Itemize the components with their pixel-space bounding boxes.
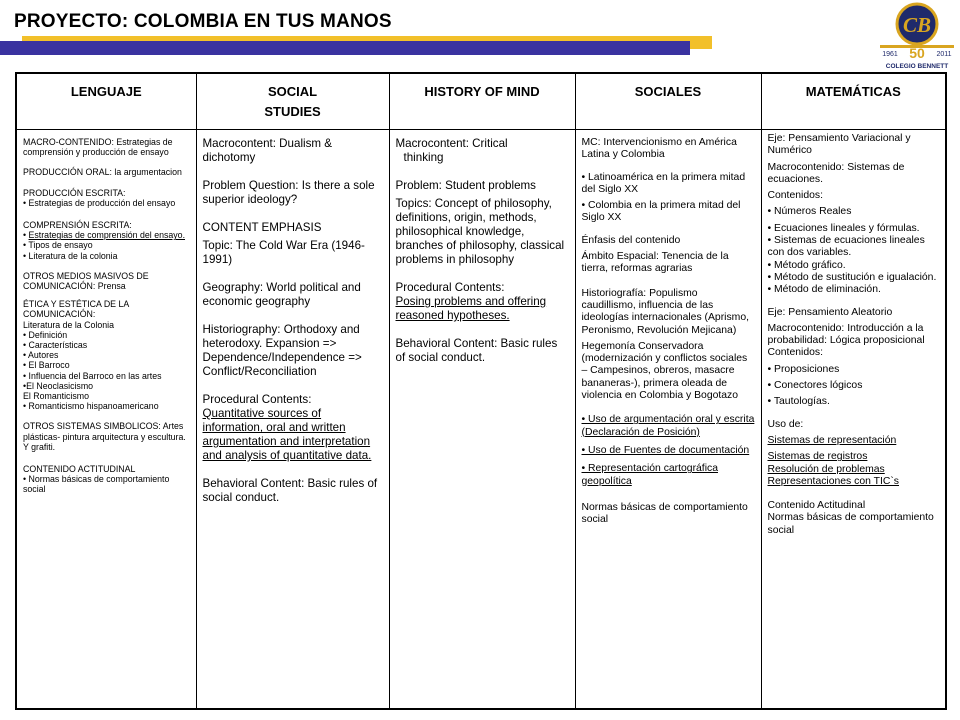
- list-item: Ámbito Espacial: Tenencia de la tierra, reformas agrarias: [581, 251, 729, 275]
- column-header-sociales: SOCIALES: [575, 73, 761, 130]
- list-item: Macrocontenido: Introducción a la probabilidad: Lógica proposicional Contenidos:: [767, 322, 925, 359]
- list-item: Problem: Student problems: [395, 179, 536, 192]
- list-item: Representaciones con TIC`s: [767, 475, 899, 487]
- list-item: Hegemonía Conservadora (modernización y conflictos sociales – Campesinos, obreros, masacre bananeras-), primera oleada de violencia en Colombia y Bogotazo: [581, 340, 748, 402]
- list-item: Problem Question: Is there a sole superior ideology?: [202, 179, 375, 206]
- list-item: El Romanticismo: [23, 391, 89, 402]
- list-item: ÉTICA Y ESTÉTICA DE LA COMUNICACIÓN:: [23, 299, 129, 320]
- list-item: • Definición: [23, 329, 68, 340]
- list-item: Behavioral Content: Basic rules of social conduct.: [202, 477, 378, 504]
- list-item: Behavioral Content: Basic rules of social conduct.: [395, 337, 558, 364]
- list-item: • Proposiciones: [767, 363, 840, 375]
- logo-initials: CB: [902, 13, 932, 37]
- list-item: • Estrategias de producción del ensayo: [23, 197, 176, 208]
- list-item: • Romanticismo hispanoamericano: [23, 401, 159, 412]
- curriculum-table: [15, 72, 947, 710]
- list-item: Contenido Actitudinal: [767, 500, 866, 512]
- column-header-lenguaje: LENGUAJE: [16, 73, 196, 130]
- column-header-social-studies: SOCIAL STUDIES: [196, 73, 389, 130]
- list-item: OTROS SISTEMAS SIMBOLICOS: Artes plásticas- pintura arquitectura y escultura. Y grafiti.: [23, 421, 186, 452]
- list-item: • Autores: [23, 350, 59, 361]
- column-header-matematicas: MATEMÁTICAS: [761, 73, 946, 130]
- list-item: • Estrategias de comprensión del ensayo.: [23, 230, 186, 241]
- list-item: Macrocontent: Dualism & dichotomy: [202, 137, 333, 164]
- list-item: • Conectores lógicos: [767, 380, 863, 392]
- list-item: Procedural Contents:: [202, 393, 312, 406]
- school-logo: [874, 2, 960, 72]
- list-item: Historiography: Orthodoxy and heterodoxy. Expansion => Dependence/Independence => Conflict/Reconciliation: [202, 323, 362, 378]
- list-item: Literatura de la Colonia: [23, 319, 114, 330]
- list-item: Quantitative sources of information, oral and written argumentation and interpretation and analysis of quantitative data.: [202, 407, 372, 462]
- list-item: Topic: The Cold War Era (1946-1991): [202, 239, 365, 266]
- list-item: • Características: [23, 340, 88, 351]
- logo-anniversary: 50: [909, 45, 925, 61]
- cell-sociales: [575, 130, 761, 710]
- list-item: Eje: Pensamiento Variacional y Numérico: [767, 133, 911, 157]
- list-item: Posing problems and offering reasoned hypotheses.: [395, 295, 547, 322]
- list-item: Eje: Pensamiento Aleatorio: [767, 306, 893, 318]
- list-item: • Tautologías.: [767, 396, 830, 408]
- list-item: Normas básicas de comportamiento social: [581, 501, 748, 526]
- column-header-history-of-mind: HISTORY OF MIND: [389, 73, 575, 130]
- list-item: Énfasis del contenido: [581, 234, 681, 246]
- table-header-row: [16, 73, 946, 130]
- table-row: [16, 130, 946, 710]
- list-item: Contenidos:: [767, 190, 823, 202]
- list-item: • El Barroco: [23, 360, 70, 371]
- list-item: • Latinoamérica en la primera mitad del Siglo XX: [581, 171, 746, 195]
- logo-year-right: 2011: [936, 51, 952, 58]
- logo-year-left: 1961: [882, 51, 898, 58]
- list-item: • Colombia en la primera mitad del Siglo XX: [581, 200, 741, 224]
- list-item: • Uso de argumentación oral y escrita (Declaración de Posición): [581, 414, 755, 438]
- list-item: OTROS MEDIOS MASIVOS DE COMUNICACIÓN: Prensa: [23, 270, 149, 292]
- list-item: Historiografía: Populismo caudillismo, influencia de las ideologías internacionales (Aprismo, Peronismo, Revolución Mejicana): [581, 287, 749, 336]
- list-item: • Método de eliminación.: [767, 284, 881, 296]
- list-item: PRODUCCIÓN ESCRITA:: [23, 187, 126, 198]
- list-item: • Sistemas de ecuaciones lineales con dos variables.: [767, 235, 925, 259]
- list-item: COMPRENSIÓN ESCRITA:: [23, 220, 132, 231]
- logo-school-name: COLEGIO BENNETT: [885, 63, 949, 70]
- list-item: • Uso de Fuentes de documentación: [581, 444, 750, 456]
- list-item: Normas básicas de comportamiento social: [767, 512, 934, 536]
- list-item: CONTENT EMPHASIS: [202, 221, 322, 234]
- list-item: • Representación cartográfica geopolítica: [581, 463, 718, 487]
- list-item: • Normas básicas de comportamiento social: [23, 474, 170, 495]
- list-item: Geography: World political and economic geography: [202, 281, 361, 308]
- list-item: • Números Reales: [767, 206, 852, 218]
- list-item: Macrocontenido: Sistemas de ecuaciones.: [767, 161, 905, 185]
- cell-social-studies: [196, 130, 389, 710]
- list-item: • Literatura de la colonia: [23, 250, 118, 261]
- list-item: • Método de sustitución e igualación.: [767, 271, 937, 283]
- list-item: • Influencia del Barroco en las artes: [23, 370, 162, 381]
- list-item: PRODUCCIÓN ORAL: la argumentacion: [23, 167, 182, 178]
- list-item: • Tipos de ensayo: [23, 240, 93, 251]
- list-item: Procedural Contents:: [395, 281, 505, 294]
- list-item: Sistemas de registros: [767, 451, 868, 463]
- list-item: Uso de:: [767, 418, 804, 430]
- cell-matematicas: [761, 130, 946, 710]
- list-item: MACRO-CONTENIDO: Estrategias de comprensión y producción de ensayo: [23, 137, 173, 158]
- cell-lenguaje: [16, 130, 196, 710]
- blue-accent-bar: [0, 41, 690, 55]
- list-item: MC: Intervencionismo en América Latina y Colombia: [581, 137, 737, 161]
- list-item: Macrocontent: Critical: [395, 137, 508, 150]
- list-item: CONTENIDO ACTITUDINAL: [23, 464, 136, 475]
- list-item: Sistemas de representación: [767, 434, 897, 446]
- list-item: • Ecuaciones lineales y fórmulas.: [767, 222, 920, 234]
- page-title: PROYECTO: COLOMBIA EN TUS MANOS: [14, 11, 392, 32]
- list-item: •El Neoclasicismo: [23, 380, 94, 391]
- list-item: Topics: Concept of philosophy, definitions, origin, methods, philosophical knowledge, branches of philosophy, classical problems in philosophy: [395, 197, 565, 266]
- list-item: thinking: [403, 151, 444, 164]
- cell-history-of-mind: [389, 130, 575, 710]
- list-item: Resolución de problemas: [767, 463, 885, 475]
- list-item: • Método gráfico.: [767, 259, 846, 271]
